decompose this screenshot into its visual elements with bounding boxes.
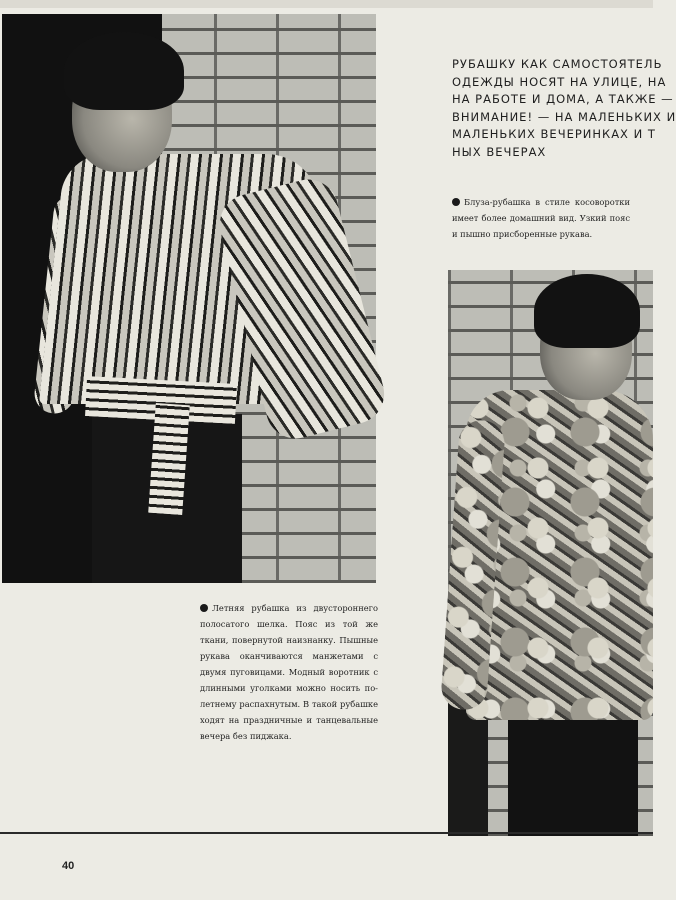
headline-line: РУБАШКУ КАК САМОСТОЯТЕЛЬ: [452, 57, 663, 71]
page-number: 40: [62, 860, 75, 872]
photo-blouse-shirt: [448, 270, 653, 836]
caption-blouse: [452, 194, 630, 242]
bullet-icon: [452, 198, 460, 206]
model-hair: [534, 274, 640, 348]
headline-line: ОДЕЖДЫ НОСЯТ НА УЛИЦЕ, НА: [452, 74, 667, 89]
headline-line: МАЛЕНЬКИХ ВЕЧЕРИНКАХ И Т: [452, 127, 656, 141]
caption-summer-shirt-text: Летняя рубашка из двустороннего полосатого шелка. Пояс из той же ткани, повернутой наизнанку. Пышные рукава оканчиваются манжетами с двумя пуговицами. Модный воротник с длинными уголками можно носить по-летнему распахнутым. В такой рубашке ходят на праздничные и танцевальные вечера без пиджака.: [200, 603, 378, 741]
model-hair: [64, 32, 184, 110]
caption-blouse-text: Блуза-рубашка в стиле косоворотки имеет более домашний вид. Узкий пояс и пышно присборенные рукава.: [452, 197, 630, 239]
bullet-icon: [200, 604, 208, 612]
headline: [452, 56, 676, 161]
headline-line: НА РАБОТЕ И ДОМА, А ТАКЖЕ —: [452, 92, 674, 106]
photo-striped-shirt: [2, 14, 376, 583]
trousers: [508, 720, 638, 836]
headline-line: ВНИМАНИЕ! — НА МАЛЕНЬКИХ И: [452, 109, 676, 124]
caption-summer-shirt: [200, 600, 378, 744]
bottom-rule: [0, 832, 653, 834]
top-edge: [0, 0, 653, 8]
headline-line: НЫХ ВЕЧЕРАХ: [452, 144, 547, 159]
